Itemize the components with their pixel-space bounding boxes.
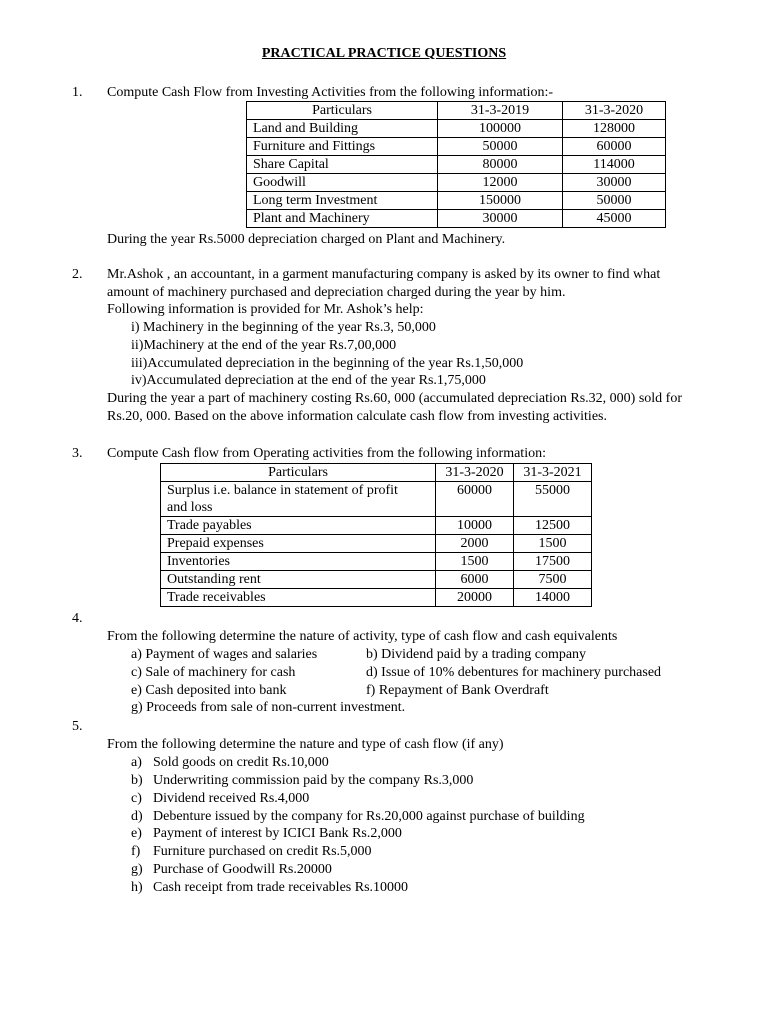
question-2-item: iv)Accumulated depreciation at the end of the year Rs.1,75,000 [131, 373, 486, 388]
table-row [161, 589, 592, 607]
table-cell: 20000 [436, 589, 514, 607]
table-cell: 12500 [514, 517, 592, 535]
table-cell: Surplus i.e. balance in statement of profit [161, 482, 436, 500]
table-header: 31-3-2020 [436, 464, 514, 482]
table-cell: 30000 [563, 174, 666, 192]
table-cell: 128000 [563, 120, 666, 138]
investing-table [246, 101, 666, 228]
table-row [247, 210, 666, 228]
table-cell: Long term Investment [247, 192, 438, 210]
table-cell: Outstanding rent [161, 571, 436, 589]
table-header: Particulars [247, 102, 438, 120]
table-cell: 1500 [436, 553, 514, 571]
table-cell: 150000 [438, 192, 563, 210]
table-row [161, 517, 592, 535]
question-2-item: i) Machinery in the beginning of the year Rs.3, 50,000 [131, 320, 436, 335]
table-header-row [247, 102, 666, 120]
question-5-item: Debenture issued by the company for Rs.20,000 against purchase of building [153, 809, 585, 824]
question-2-number: 2. [72, 267, 83, 282]
question-2-line: amount of machinery purchased and depreciation charged during the year by him. [107, 285, 566, 300]
question-5-item-letter: a) [131, 755, 142, 770]
table-cell: Share Capital [247, 156, 438, 174]
table-cell: 50000 [563, 192, 666, 210]
question-1-note: During the year Rs.5000 depreciation charged on Plant and Machinery. [107, 232, 506, 247]
table-cell: 7500 [514, 571, 592, 589]
table-cell: 10000 [436, 517, 514, 535]
table-row [161, 571, 592, 589]
table-cell: 45000 [563, 210, 666, 228]
question-5-item-letter: g) [131, 862, 143, 877]
question-5-text: From the following determine the nature and type of cash flow (if any) [107, 737, 504, 752]
page-title: PRACTICAL PRACTICE QUESTIONS [261, 46, 507, 61]
question-4-item: f) Repayment of Bank Overdraft [366, 683, 549, 698]
table-cell: 60000 [563, 138, 666, 156]
question-5-item: Sold goods on credit Rs.10,000 [153, 755, 329, 770]
table-cell: Plant and Machinery [247, 210, 438, 228]
question-5-item: Cash receipt from trade receivables Rs.10000 [153, 880, 409, 895]
table-row [247, 192, 666, 210]
question-5-item-letter: e) [131, 826, 142, 841]
question-3-number: 3. [72, 446, 83, 461]
table-row [247, 174, 666, 192]
table-row [161, 482, 592, 500]
table-cell: 17500 [514, 553, 592, 571]
question-5-item-letter: h) [131, 880, 143, 895]
question-5-item-letter: b) [131, 773, 143, 788]
table-cell: 100000 [438, 120, 563, 138]
table-cell: 6000 [436, 571, 514, 589]
table-cell: 12000 [438, 174, 563, 192]
question-2-item: iii)Accumulated depreciation in the beginning of the year Rs.1,50,000 [131, 356, 524, 371]
question-3-text: Compute Cash flow from Operating activities from the following information: [107, 446, 546, 461]
table-cell: Trade payables [161, 517, 436, 535]
table-row [161, 499, 592, 517]
question-2-tail: Rs.20, 000. Based on the above information calculate cash flow from investing activities. [107, 409, 607, 424]
table-cell: Inventories [161, 553, 436, 571]
question-2-line: Following information is provided for Mr. Ashok’s help: [107, 302, 424, 317]
question-4-item: g) Proceeds from sale of non-current investment. [131, 700, 406, 715]
question-5-item: Dividend received Rs.4,000 [153, 791, 310, 806]
table-cell: 114000 [563, 156, 666, 174]
operating-table [160, 463, 592, 607]
table-row [161, 553, 592, 571]
table-header: 31-3-2020 [563, 102, 666, 120]
question-5-item: Underwriting commission paid by the company Rs.3,000 [153, 773, 474, 788]
table-row [247, 138, 666, 156]
question-5-item-letter: c) [131, 791, 142, 806]
table-cell: 14000 [514, 589, 592, 607]
table-cell: 50000 [438, 138, 563, 156]
table-cell: Land and Building [247, 120, 438, 138]
question-2-tail: During the year a part of machinery costing Rs.60, 000 (accumulated depreciation Rs.32, 000) sold for [107, 391, 683, 406]
table-cell: Furniture and Fittings [247, 138, 438, 156]
table-cell: 30000 [438, 210, 563, 228]
table-header: 31-3-2021 [514, 464, 592, 482]
table-cell: and loss [161, 499, 436, 517]
question-4-text: From the following determine the nature of activity, type of cash flow and cash equivalents [107, 629, 618, 644]
question-4-item: a) Payment of wages and salaries [131, 647, 318, 662]
table-cell: Prepaid expenses [161, 535, 436, 553]
question-1-number: 1. [72, 85, 83, 100]
table-cell [514, 499, 592, 517]
table-cell: 55000 [514, 482, 592, 500]
table-header-row [161, 464, 592, 482]
question-1-text: Compute Cash Flow from Investing Activities from the following information:- [107, 85, 554, 100]
question-5-item-letter: f) [131, 844, 141, 859]
question-4-number: 4. [72, 611, 83, 626]
table-header: 31-3-2019 [438, 102, 563, 120]
table-cell: 60000 [436, 482, 514, 500]
question-4-item: c) Sale of machinery for cash [131, 665, 296, 680]
table-row [161, 535, 592, 553]
question-4-item: d) Issue of 10% debentures for machinery purchased [366, 665, 662, 680]
table-row [247, 156, 666, 174]
question-4-item: e) Cash deposited into bank [131, 683, 287, 698]
question-5-item: Furniture purchased on credit Rs.5,000 [153, 844, 372, 859]
question-5-item-letter: d) [131, 809, 143, 824]
question-4-item: b) Dividend paid by a trading company [366, 647, 587, 662]
table-cell: 80000 [438, 156, 563, 174]
table-header: Particulars [161, 464, 436, 482]
table-cell: Trade receivables [161, 589, 436, 607]
table-cell [436, 499, 514, 517]
question-5-item: Payment of interest by ICICI Bank Rs.2,000 [153, 826, 402, 841]
table-cell: 2000 [436, 535, 514, 553]
question-2-line: Mr.Ashok , an accountant, in a garment manufacturing company is asked by its owner to find what [107, 267, 661, 282]
table-row [247, 120, 666, 138]
question-5-number: 5. [72, 719, 83, 734]
table-cell: Goodwill [247, 174, 438, 192]
question-5-item: Purchase of Goodwill Rs.20000 [153, 862, 332, 877]
question-2-item: ii)Machinery at the end of the year Rs.7,00,000 [131, 338, 397, 353]
table-cell: 1500 [514, 535, 592, 553]
